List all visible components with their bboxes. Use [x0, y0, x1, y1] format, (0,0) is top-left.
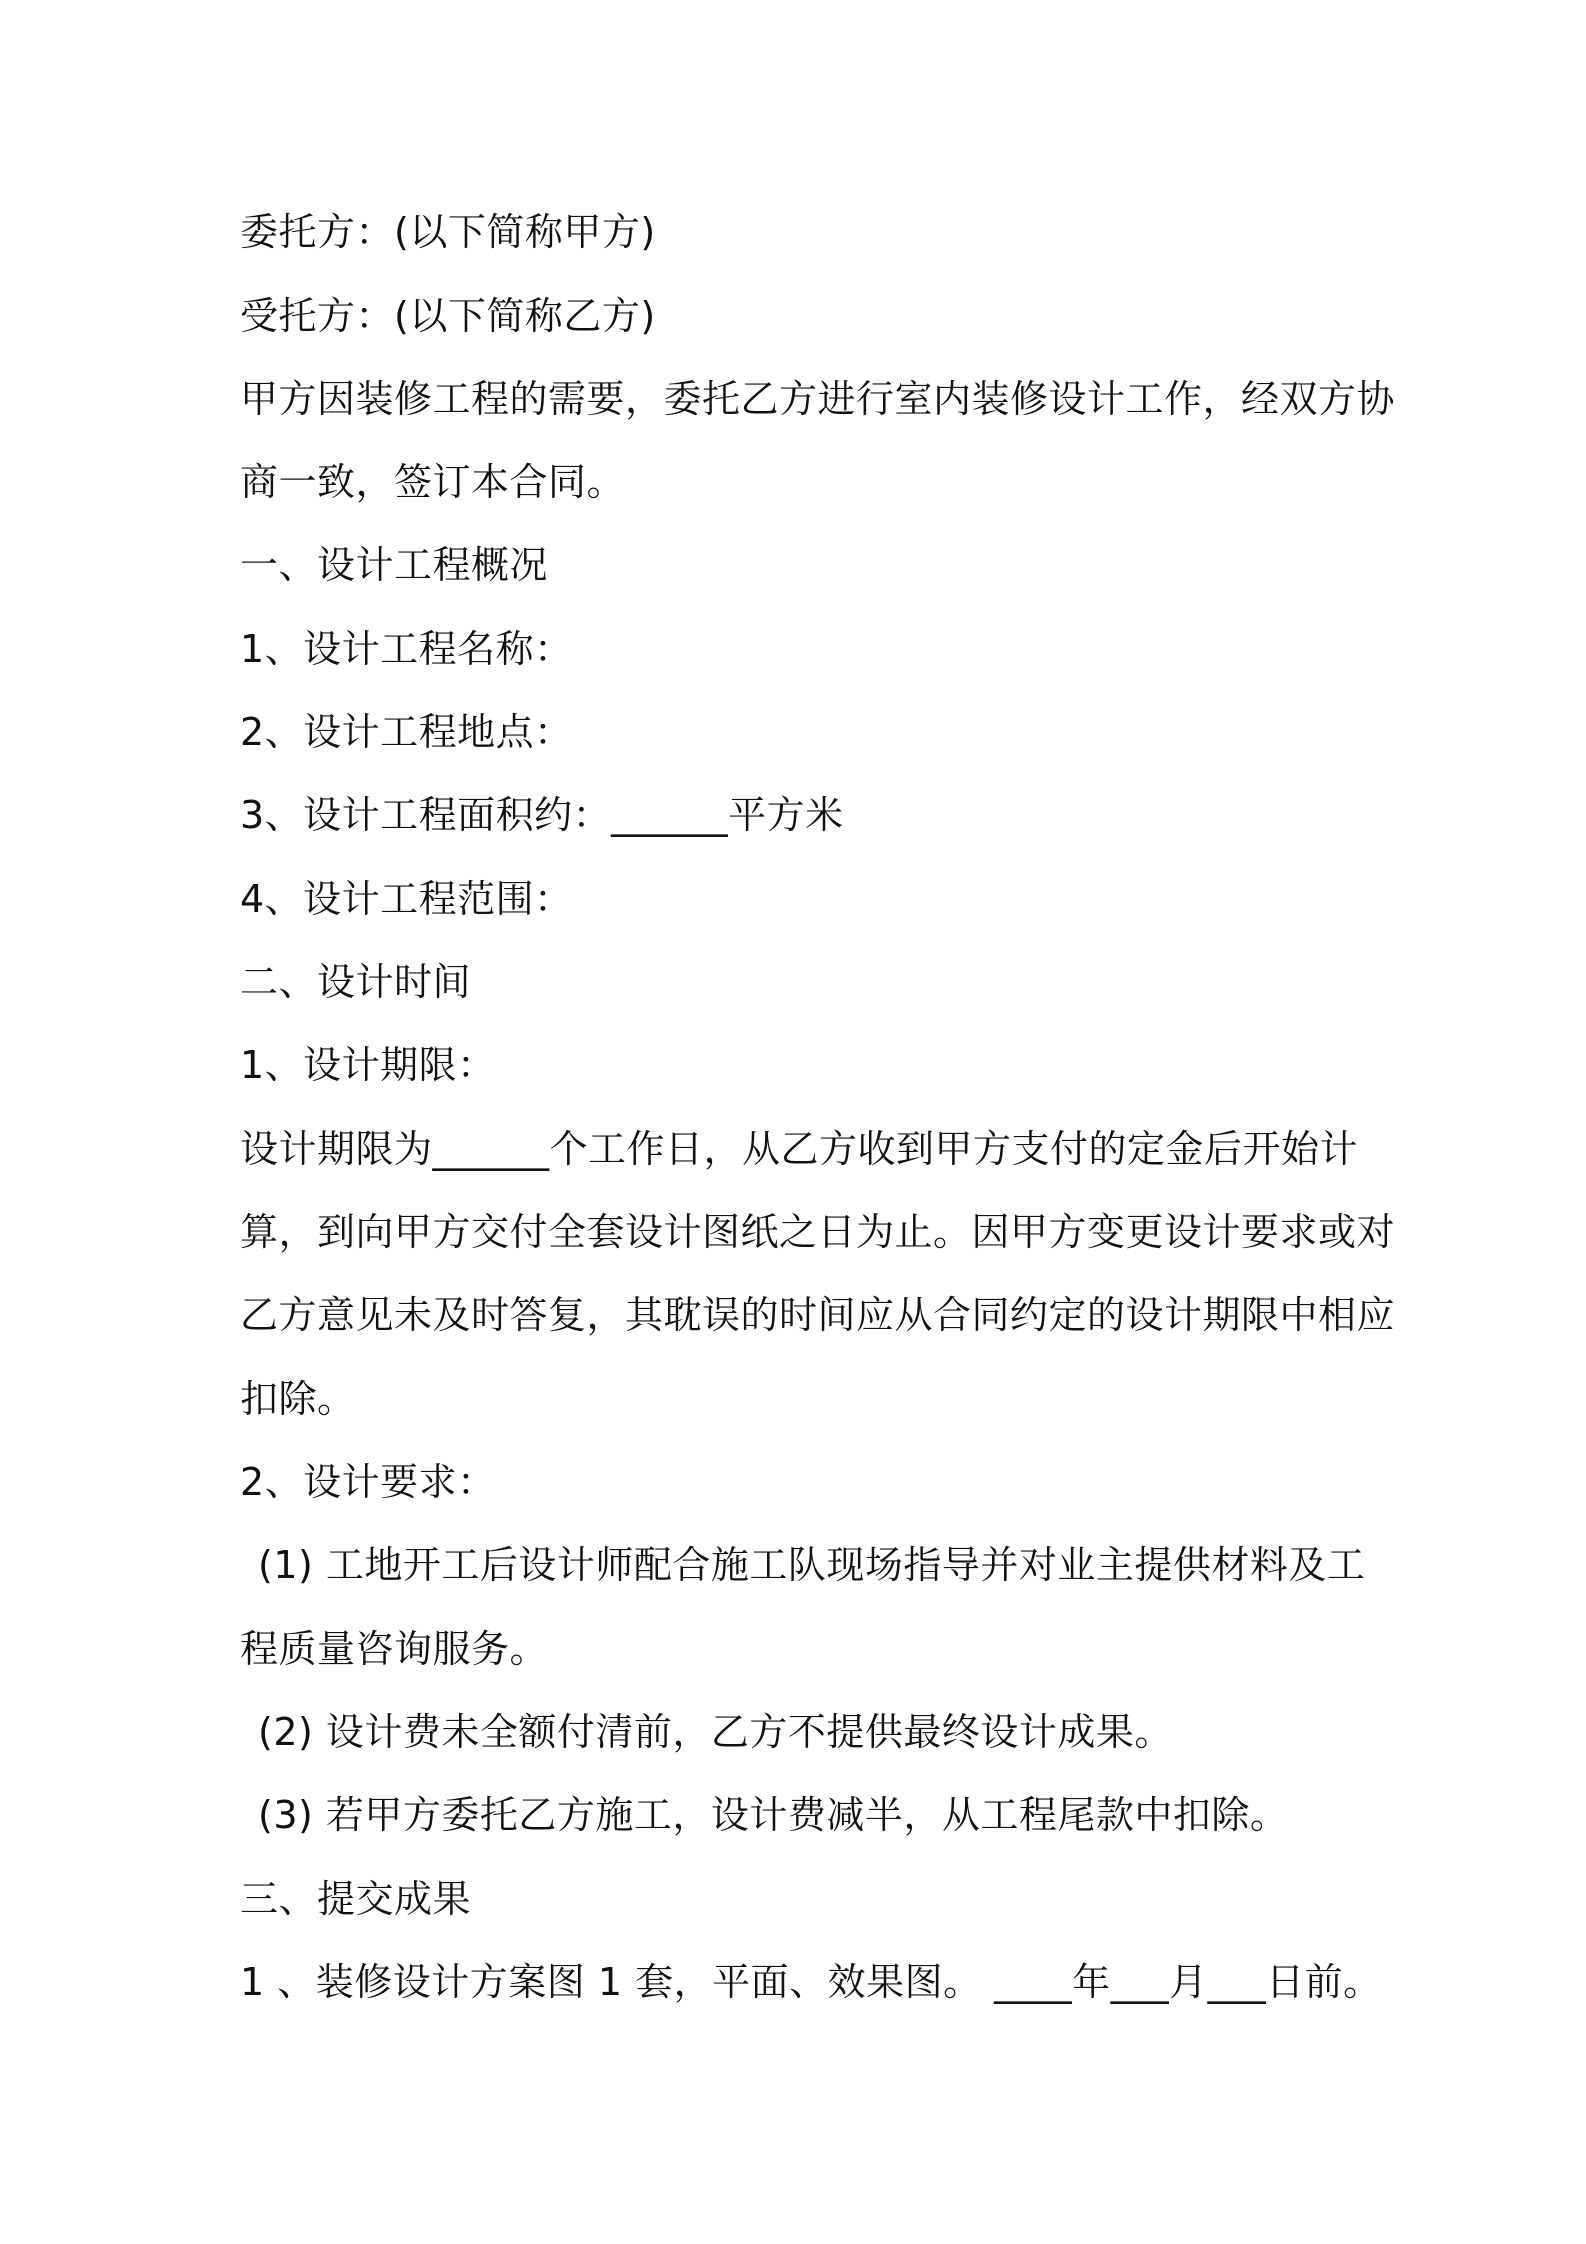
design-period-paragraph-line-4: 扣除。: [240, 1377, 356, 1421]
design-period-heading: 1、设计期限：: [240, 1043, 496, 1087]
contractor-party-line: 受托方：(以下简称乙方): [240, 294, 656, 338]
design-period-paragraph-line-3: 乙方意见未及时答复，其耽误的时间应从合同约定的设计期限中相应: [240, 1293, 1396, 1337]
requirement-3-line: (3) 若甲方委托乙方施工，设计费减半，从工程尾款中扣除。: [258, 1793, 1289, 1837]
project-area-line: 3、设计工程面积约：______平方米: [240, 793, 844, 837]
project-scope-line: 4、设计工程范围：: [240, 877, 573, 921]
requirement-2-line: (2) 设计费未全额付清前，乙方不提供最终设计成果。: [258, 1710, 1173, 1754]
client-party-line: 委托方：(以下简称甲方): [240, 210, 656, 254]
intro-paragraph-line-2: 商一致，签订本合同。: [240, 460, 626, 504]
requirement-1-line-1: (1) 工地开工后设计师配合施工队现场指导并对业主提供材料及工: [258, 1543, 1366, 1587]
section-3-heading: 三、提交成果: [240, 1877, 472, 1921]
project-name-line: 1、设计工程名称：: [240, 627, 573, 671]
intro-paragraph-line-1: 甲方因装修工程的需要，委托乙方进行室内装修设计工作，经双方协: [240, 377, 1396, 421]
deliverable-1-line: 1 、装修设计方案图 1 套，平面、效果图。 ____年___月___日前。: [240, 1960, 1382, 2004]
requirement-1-line-2: 程质量咨询服务。: [240, 1627, 549, 1671]
section-1-heading: 一、设计工程概况: [240, 543, 549, 587]
design-period-paragraph-line-1: 设计期限为______个工作日，从乙方收到甲方支付的定金后开始计: [240, 1127, 1359, 1171]
design-requirements-heading: 2、设计要求：: [240, 1460, 496, 1504]
design-period-paragraph-line-2: 算，到向甲方交付全套设计图纸之日为止。因甲方变更设计要求或对: [240, 1210, 1396, 1254]
section-2-heading: 二、设计时间: [240, 960, 472, 1004]
project-location-line: 2、设计工程地点：: [240, 710, 573, 754]
